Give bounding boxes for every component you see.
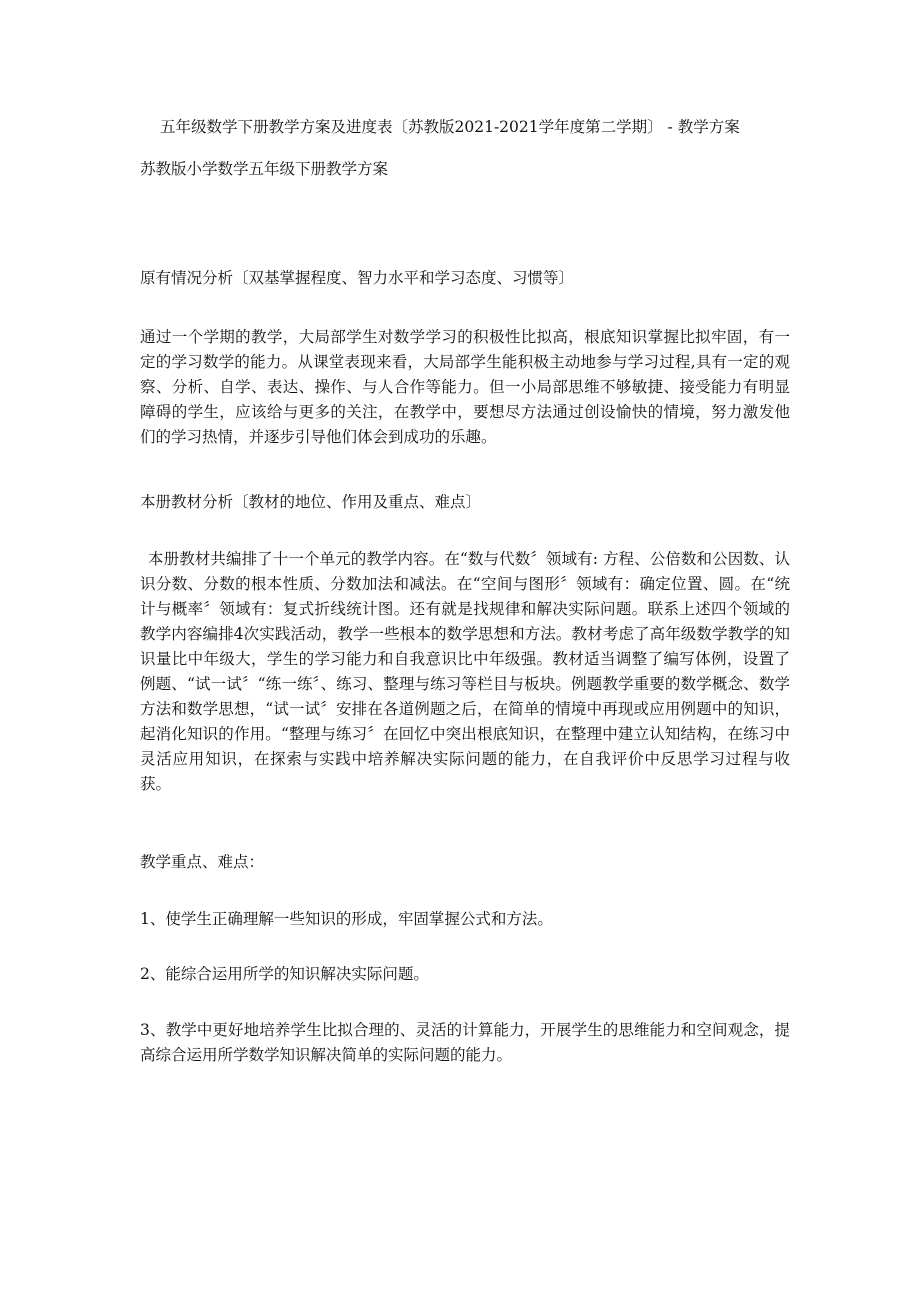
document-subtitle: 苏教版小学数学五年级下册教学方案	[140, 160, 389, 178]
situation-heading: 原有情况分析〔双基掌握程度、智力水平和学习态度、习惯等〕	[140, 269, 575, 287]
situation-paragraph: 通过一个学期的教学，大局部学生对数学学习的积极性比拟高，根底知识掌握比拟牢固，有一定的学习数学的能力。从课堂表现来看，大局部学生能积极主动地参与学习过程,具有一定的观察、分析、自学、表达、操作、与人合作等能力。但一小局部思维不够敏捷、接受能力有明显障碍的学生，应该给与更多的关注，在教学中，要想尽方法通过创设愉快的情境，努力激发他们的学习热情，并逐步引导他们体会到成功的乐趣。	[140, 328, 790, 446]
focus-point-3: 3、教学中更好地培养学生比拟合理的、灵活的计算能力，开展学生的思维能力和空间观念，提高综合运用所学数学知识解决简单的实际问题的能力。	[140, 1021, 790, 1064]
document-title: 五年级数学下册教学方案及进度表〔苏教版2021-2021学年度第二学期〕 - 教学方案	[160, 118, 740, 136]
textbook-paragraph: 本册教材共编排了十一个单元的教学内容。在“数与代数〞领域有: 方程、公倍数和公因数、认识分数、分数的根本性质、分数加法和减法。在“空间与图形〞领域有：确定位置、圆。在“统计与概率〞领域有：复式折线统计图。还有就是找规律和解决实际问题。联系上述四个领域的教学内容编排4次实践活动，教学一些根本的数学思想和方法。教材考虑了高年级数学教学的知识量比中年级大，学生的学习能力和自我意识比中年级强。教材适当调整了编写体例，设置了例题、“试一试〞“练一练〞、练习、整理与练习等栏目与板块。例题教学重要的数学概念、数学方法和数学思想，“试一试〞安排在各道例题之后，在简单的情境中再现或应用例题中的知识，起消化知识的作用。“整理与练习〞在回忆中突出根底知识，在整理中建立认知结构，在练习中灵活应用知识，在探索与实践中培养解决实际问题的能力，在自我评价中反思学习过程与收获。	[140, 550, 790, 793]
focus-point-2: 2、能综合运用所学的知识解决实际问题。	[140, 965, 429, 983]
focus-heading: 教学重点、难点：	[140, 853, 265, 871]
textbook-heading: 本册教材分析〔教材的地位、作用及重点、难点〕	[140, 493, 482, 511]
focus-point-1: 1、使学生正确理解一些知识的形成，牢固掌握公式和方法。	[140, 910, 553, 928]
